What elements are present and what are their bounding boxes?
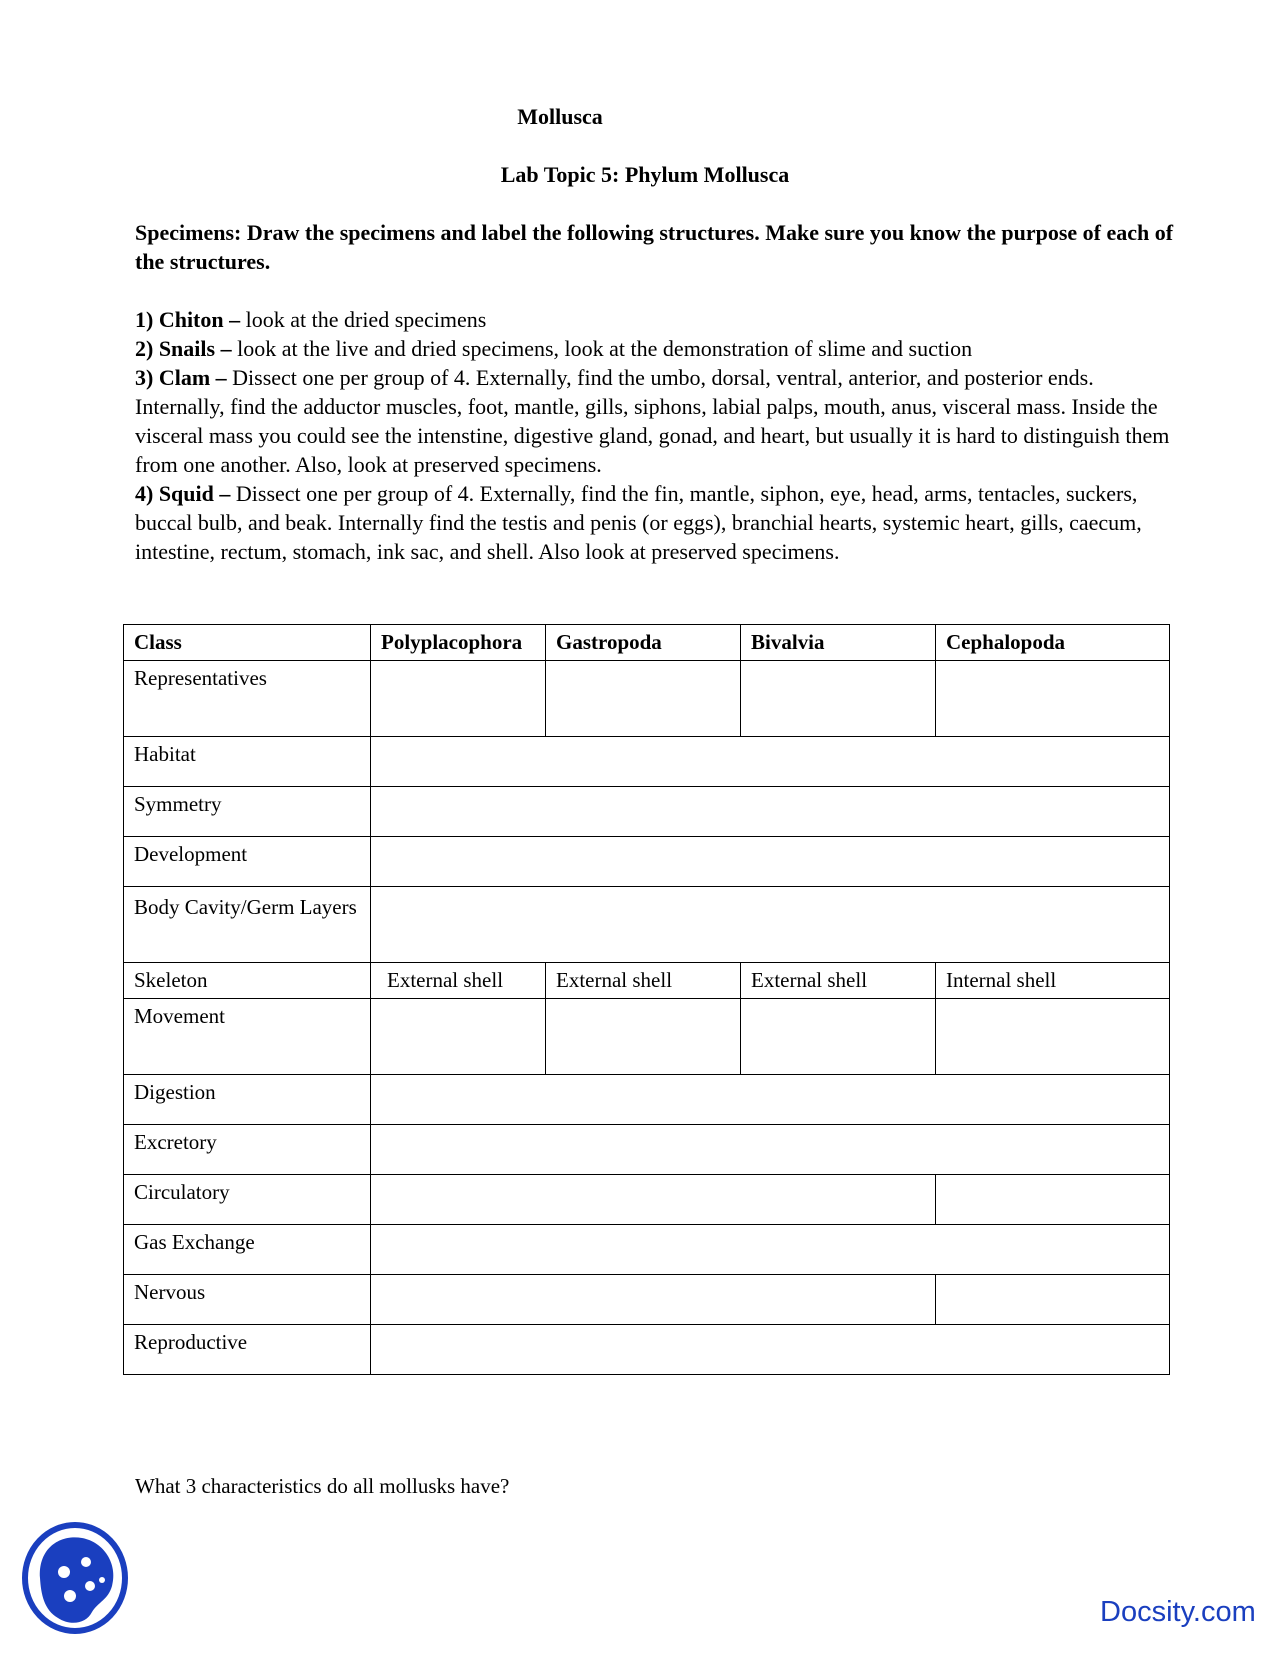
specimen-item-snails <box>135 334 1175 363</box>
specimen-item-squid <box>135 479 1175 566</box>
table-cell <box>371 1225 1170 1275</box>
item-text: look at the live and dried specimens, look at the demonstration of slime and suction <box>231 336 973 361</box>
row-label-circulatory: Circulatory <box>124 1175 371 1225</box>
table-cell <box>371 1175 936 1225</box>
specimen-item-clam <box>135 363 1175 479</box>
table-header-row <box>124 625 1170 661</box>
table-row <box>124 1275 1170 1325</box>
docsity-logo-icon[interactable] <box>20 1520 132 1638</box>
question-text: What 3 characteristics do all mollusks have? <box>135 1474 510 1498</box>
table-cell <box>371 737 1170 787</box>
header-class: Class <box>124 625 371 661</box>
table-row <box>124 661 1170 737</box>
table-row <box>124 1175 1170 1225</box>
table-row <box>124 837 1170 887</box>
item-text: look at the dried specimens <box>240 307 487 332</box>
specimen-list <box>135 305 1175 566</box>
item-label: 1) Chiton – <box>135 307 241 332</box>
item-text: Dissect one per group of 4. Externally, find the umbo, dorsal, ventral, anterior, and posterior ends. Internally, find the adductor muscles, foot, mantle, gills, siphons, labial palps, mouth, anus, visceral mass. Inside the visceral mass you could see the intenstine, digestive gland, gonad, and heart, but usually it is hard to distinguish them from one another. Also, look at preserved specimens. <box>135 365 1170 477</box>
table-cell <box>371 1075 1170 1125</box>
comparison-table <box>123 624 1170 1375</box>
table-cell <box>546 999 741 1075</box>
table-cell <box>741 999 936 1075</box>
table-cell <box>371 1275 936 1325</box>
header-polyplacophora: Polyplacophora <box>371 625 546 661</box>
header-bivalvia: Bivalvia <box>741 625 936 661</box>
item-label: 4) Squid – <box>135 481 231 506</box>
row-label-excretory: Excretory <box>124 1125 371 1175</box>
table-cell <box>936 661 1170 737</box>
table-cell <box>936 1175 1170 1225</box>
specimen-item-chiton <box>135 305 1175 334</box>
table-cell <box>371 837 1170 887</box>
table-cell <box>741 661 936 737</box>
docsity-brand-link[interactable]: Docsity.com <box>1100 1596 1256 1628</box>
row-label-symmetry: Symmetry <box>124 787 371 837</box>
row-label-development: Development <box>124 837 371 887</box>
table-cell <box>371 887 1170 963</box>
specimens-instruction: Specimens: Draw the specimens and label the following structures. Make sure you know the purpose of each of the structures. <box>135 220 1174 274</box>
item-text: Dissect one per group of 4. Externally, find the fin, mantle, siphon, eye, head, arms, tentacles, suckers, buccal bulb, and beak. Internally find the testis and penis (or eggs), branchial hearts, systemic heart, gills, caecum, intestine, rectum, stomach, ink sac, and shell. Also look at preserved specimens. <box>135 481 1142 564</box>
table-cell <box>371 661 546 737</box>
table-row <box>124 1075 1170 1125</box>
row-label-movement: Movement <box>124 999 371 1075</box>
document-title: Mollusca <box>517 104 603 129</box>
row-label-habitat: Habitat <box>124 737 371 787</box>
skeleton-cephalopoda: Internal shell <box>936 963 1170 999</box>
row-label-body-cavity: Body Cavity/Germ Layers <box>124 887 371 963</box>
table-row <box>124 887 1170 963</box>
row-label-representatives: Representatives <box>124 661 371 737</box>
table-row <box>124 1325 1170 1375</box>
header-cephalopoda: Cephalopoda <box>936 625 1170 661</box>
table-cell <box>936 1275 1170 1325</box>
table-row <box>124 963 1170 999</box>
table-cell <box>371 1325 1170 1375</box>
row-label-nervous: Nervous <box>124 1275 371 1325</box>
table-row <box>124 787 1170 837</box>
table-cell <box>371 787 1170 837</box>
table-row <box>124 737 1170 787</box>
skeleton-bivalvia: External shell <box>741 963 936 999</box>
skeleton-polyplacophora: External shell <box>371 963 546 999</box>
row-label-digestion: Digestion <box>124 1075 371 1125</box>
table-cell <box>371 1125 1170 1175</box>
table-cell <box>371 999 546 1075</box>
row-label-reproductive: Reproductive <box>124 1325 371 1375</box>
table-cell <box>936 999 1170 1075</box>
table-row <box>124 1225 1170 1275</box>
header-gastropoda: Gastropoda <box>546 625 741 661</box>
row-label-gas-exchange: Gas Exchange <box>124 1225 371 1275</box>
item-label: 2) Snails – <box>135 336 232 361</box>
skeleton-gastropoda: External shell <box>546 963 741 999</box>
row-label-skeleton: Skeleton <box>124 963 371 999</box>
table-cell <box>546 661 741 737</box>
table-row <box>124 1125 1170 1175</box>
document-subtitle: Lab Topic 5: Phylum Mollusca <box>500 162 790 187</box>
table-row <box>124 999 1170 1075</box>
item-label: 3) Clam – <box>135 365 227 390</box>
